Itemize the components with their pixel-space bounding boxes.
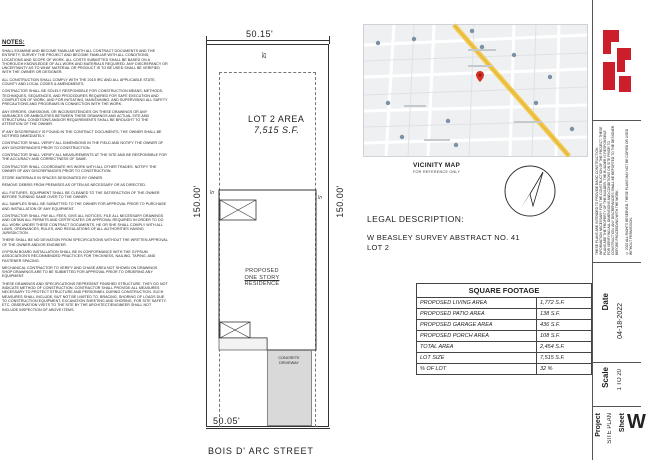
table-row: [417, 309, 592, 320]
note-item: ALL CONSTRUCTION SHALL COMPLY WITH THE 2015 IRC AND ALL APPLICABLE STATE, COUNTY AND LOCAL CODES & AMENDMENTS.: [2, 77, 156, 87]
table-title: SQUARE FOOTAGE: [416, 283, 592, 297]
sheet-label: Sheet: [619, 413, 626, 433]
scale-cell: [593, 362, 641, 407]
residence-line: RESIDENCE: [244, 281, 280, 287]
disclaimer-text: THESE PLANS ARE INTENDED TO PROVIDE BASIC CONSTRUCTION INFORMATION NECESSARY FOR THE CONSTRUCTION OF THE PROJECT. THESE PLANS ARE THE PROPERTY OF THE BUILDER. THE BUILDER IS RESPONSIBLE FOR VERIFYING ALL DIMENSIONS AND CONDITIONS ON SITE PRIOR TO CONSTRUCTION. ANY DISCREPANCIES SHALL BE REPORTED TO THE DESIGNER BEFORE PROCEEDING WITH THE WORK.: [595, 125, 619, 255]
vicinity-subtitle: FOR REFERENCE ONLY: [413, 170, 461, 174]
legal-heading: LEGAL DESCRIPTION:: [367, 214, 465, 224]
sheet-value: W: [627, 411, 646, 433]
table-row: [417, 364, 592, 375]
note-item: SHALL EXAMINE AND BECOME FAMILIAR WITH ALL CONTRACT DOCUMENTS AND THE ENTIRETY, SURVEY THE PROJECT AND BECOME FAMILIAR WITH ALL CONDITIONS, LOCATIONS AND SCOPE OF WORK. ALL COSTS SUBMITTED SHALL BE BASED ON A THOROUGH KNOWLEDGE OF ALL WORK AND MATERIALS REQUIRED. ANY DISCREPANCY OR UNCERTAINTY AS TO WHAT MATERIAL OR PRODUCT IS TO BE USED SHALL BE VERIFIED WITH THE OWNER OR DESIGNER.: [2, 49, 168, 75]
row-value: 32 %: [537, 364, 592, 375]
row-value: 108 S.F.: [537, 331, 592, 342]
row-value: 2,454 S.F.: [537, 342, 592, 353]
dim-right: 150.00': [335, 185, 345, 218]
setback-top-label: 25': [262, 52, 268, 59]
dim-bottom: 50.05': [213, 416, 241, 426]
table-row: [417, 342, 592, 353]
row-label: PROPOSED PATIO AREA: [417, 309, 537, 320]
row-value: 138 S.F.: [537, 309, 592, 320]
note-item: CONTRACTOR SHALL PAY ALL FEES, GIVE ALL NOTICES, FILE ALL NECESSARY DRAWINGS AND OBTAIN ALL PERMITS AND CERTIFICATES OR APPROVAL REQUIRED IN ORDER TO DO ALL WORK UNDER THESE CONTRACT DOCUMENTS. HE OR SHE SHALL COMPLY WITH ALL LAWS, ORDINANCES, RULES, AND REGULATIONS OF ALL AUTHORITIES HAVING JURISDICTION.: [2, 213, 164, 236]
residence-line: ONE STORY: [244, 274, 280, 281]
residence-line: PROPOSED: [245, 268, 279, 274]
note-item: MECHANICAL CONTRACTOR TO VERIFY AND CHASE AREA NOT SHOWN ON DRAWINGS. SHOP DRAWINGS ARE TO BE SUBMITTED FOR APPROVAL PRIOR TO ORDERING ANY EQUIPMENT.: [2, 265, 159, 279]
disclaimer-cell: [593, 120, 641, 261]
note-item: THESE DRAWINGS AND SPECIFICATIONS REPRESENT FINISHED STRUCTURE. THEY DO NOT INDICATE METHOD OF CONSTRUCTION. CONTRACTOR SHALL PROVIDE ALL MEASURES NECESSARY TO PROTECT STRUCTURE AND PERSONNEL DURING CONSTRUCTION. SUCH MEASURES SHALL INCLUDE, BUT NOT BE LIMITED TO, BRACING, SHORING OF LOADS DUE TO CONSTRUCTION EQUIPMENT, EXCAVATION SHEETING AND SHORING, FOR SITE SAFETY, ETC. OBSERVATION VISITS TO THE SITE BY THE ARCHITECT/ENGINEER SHALL NOT INCLUDE INSPECTION OF ABOVE ITEMS.: [2, 281, 168, 312]
vicinity-map: [363, 24, 588, 157]
notes-heading: NOTES:: [2, 40, 25, 46]
note-item: CONTRACTOR SHALL BE SOLELY RESPONSIBLE FOR CONSTRUCTION MEANS, METHODS, TECHNIQUES, SEQUENCES, AND PROCEDURES REQUIRED FOR SAFE EXECUTION AND COMPLETION OF WORK, AND FOR INITIATING, MAINTAINING, AND SUPERVISING ALL SAFETY PRECAUTIONS AND PROGRAMS IN CONNECTION WITH THE WORK.: [2, 89, 168, 107]
street-name: BOIS D' ARC STREET: [208, 446, 314, 456]
note-item: CONTRACTOR SHALL VERIFY ALL DIMENSIONS IN THE FIELD AND NOTIFY THE OWNER OF ANY DISCREPANCIES PRIOR TO CONSTRUCTION.: [2, 141, 164, 150]
north-arrow-icon: [503, 164, 557, 218]
table-row: [417, 298, 592, 309]
note-item: REMOVE DEBRIS FROM PREMISES AS OFTEN AS NECESSARY OR AS DIRECTED.: [2, 183, 147, 188]
copyright-text: © 2022 ALL RIGHTS RESERVED. THESE PLANS MAY NOT BE COPIED OR USED WITHOUT PERMISSION.: [625, 129, 633, 255]
row-label: PROPOSED GARAGE AREA: [417, 320, 537, 331]
note-item: GYPSUM BOARD INSTALLATION SHALL BE IN CONFORMANCE WITH THE GYPSUM ASSOCIATION'S RECOMMENDED PRACTICES FOR THICKNESS, NAILING, TAPING, AND FASTENER SPACING.: [2, 249, 156, 263]
legal-line-2: LOT 2: [367, 243, 390, 252]
row-label: PROPOSED LIVING AREA: [417, 298, 537, 309]
table-row: [417, 331, 592, 342]
date-label: Date: [601, 293, 610, 311]
lot-area: 7,515 S.F.: [254, 125, 300, 135]
map-streets: [364, 25, 587, 156]
row-label: PROPOSED PORCH AREA: [417, 331, 537, 342]
scale-label: Scale: [601, 367, 610, 388]
project-cell: [593, 406, 646, 461]
row-label: % OF LOT: [417, 364, 537, 375]
row-value: 7,515 S.F.: [537, 353, 592, 364]
dim-line-bottom: [206, 428, 330, 429]
note-item: ALL FIXTURES, EQUIPMENT SHALL BE CLEANED TO THE SATISFACTION OF THE OWNER BEFORE TURNING SAME OVER TO THE OWNER.: [2, 190, 160, 200]
table-row: [417, 353, 592, 364]
project-value: SITE PLAN: [607, 413, 613, 444]
note-item: CONTRACTOR SHALL VERIFY ALL MEASUREMENTS AT THE SITE AND BE RESPONSIBLE FOR THE ACCURACY AND CORRECTNESS OF SAME.: [2, 152, 167, 162]
square-footage-table: [416, 283, 592, 375]
general-notes: [0, 40, 168, 450]
project-label: Project: [595, 413, 602, 437]
row-value: 1,772 S.F.: [537, 298, 592, 309]
note-item: IF ANY DISCREPANCY IS FOUND IN THE CONTRACT DOCUMENTS, THE OWNER SHALL BE NOTIFIED IMMEDIATELY.: [2, 129, 162, 139]
date-value: 04-18-2022: [617, 303, 624, 339]
driveway-line: CONCRETE: [278, 356, 300, 360]
company-logo: [597, 26, 637, 96]
dim-tick: [329, 36, 330, 44]
setback-right-label: 5': [318, 195, 324, 199]
dim-line-top: [206, 40, 330, 41]
title-block: [592, 0, 646, 460]
row-label: LOT SIZE: [417, 353, 537, 364]
note-item: CONTRACTOR SHALL COORDINATE HIS WORK WITH ALL OTHER TRADES. NOTIFY THE OWNER OF ANY DISCREPANCIES PRIOR TO CONSTRUCTION.: [2, 164, 157, 173]
note-item: THERE SHALL BE NO DEVIATION FROM SPECIFICATIONS WITHOUT THE WRITTEN APPROVAL OF THE OWNER AND/OR ENGINEER.: [2, 238, 168, 247]
dim-left: 150.00': [192, 185, 202, 218]
row-value: 436 S.F.: [537, 320, 592, 331]
lot-title: LOT 2 AREA: [248, 114, 305, 124]
residence-label: [232, 268, 292, 288]
note-item: ANY ERRORS, OMISSIONS, OR INCONSISTENCIES ON THESE DRAWINGS OR ANY VARIANCES OR AMBIGUITIES BETWEEN THESE DRAWINGS AND ACTUAL SITE AND STRUCTURAL CONDITIONS AND/OR REQUIREMENTS SHALL BE BROUGHT TO THE ATTENTION OF THE OWNER.: [2, 109, 150, 127]
row-label: TOTAL AREA: [417, 342, 537, 353]
note-item: STORE MATERIALS IN SPACES DESIGNATED BY OWNER.: [2, 176, 104, 181]
dim-tick: [206, 36, 207, 44]
note-item: ALL SAMPLES SHALL BE SUBMITTED TO THE OWNER FOR APPROVAL PRIOR TO PURCHASE AND INSTALLATION OF ANY EQUIPMENT.: [2, 202, 167, 211]
scale-value: 1 TO 20: [617, 369, 623, 391]
setback-left-label: 5': [210, 190, 216, 194]
dim-top: 50.15': [246, 29, 274, 39]
legal-line-1: W BEASLEY SURVEY ABSTRACT NO. 41: [367, 233, 520, 242]
driveway-line: DRIVEWAY: [279, 360, 299, 365]
table-row: [417, 320, 592, 331]
date-cell: [593, 262, 641, 363]
driveway-label: [272, 356, 306, 365]
vicinity-title: VICINITY MAP: [413, 162, 461, 169]
